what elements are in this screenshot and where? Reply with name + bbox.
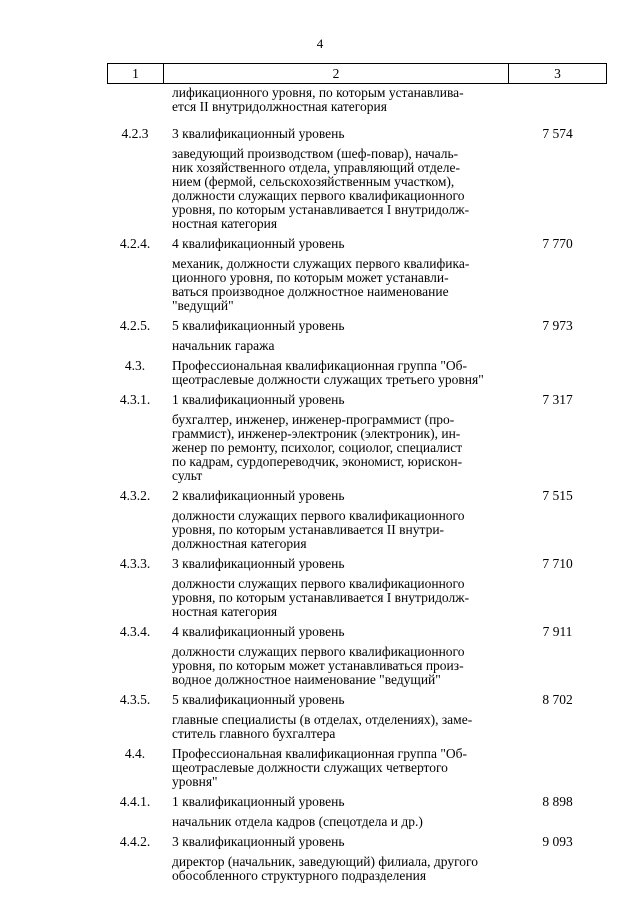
table-row [107,835,607,849]
row-code [107,339,163,353]
row-value [508,359,607,387]
row-code: 4.2.3 [121,126,149,141]
table-row [107,795,607,809]
row-code [107,413,163,483]
row-description: должности служащих первого квалификационного уровня, по которым устанавливается II внутри- должностная категория [172,508,465,551]
salary-table [107,63,607,883]
row-value: 7 515 [542,488,573,503]
table-row [107,257,607,313]
row-code [107,645,163,687]
row-description: 3 квалификационный уровень [172,126,345,141]
row-description: должности служащих первого квалификационного уровня, по которым устанавливается I внутридолж- ностная категория [172,576,470,619]
table-row [107,557,607,571]
row-description: главные специалисты (в отделах, отделениях), заме- ститель главного бухгалтера [172,712,473,741]
row-value [508,855,607,883]
row-value [508,86,607,114]
row-code [107,86,163,114]
table-row [107,86,607,114]
row-value [508,147,607,231]
row-value [508,747,607,789]
table-row [107,319,607,333]
table-row [107,693,607,707]
table-row [107,577,607,619]
row-description: Профессиональная квалификационная группа "Об- щеотраслевые должности служащих четвертого уровня" [172,746,467,789]
row-description: 4 квалификационный уровень [172,624,345,639]
row-code [107,509,163,551]
row-value [508,339,607,353]
row-value: 7 574 [542,126,573,141]
row-code: 4.3.5. [119,692,151,707]
row-description: директор (начальник, заведующий) филиала, другого обособленного структурного подразделения [172,854,479,883]
table-row [107,509,607,551]
row-value: 7 973 [542,318,573,333]
table-row [107,645,607,687]
table-row [107,147,607,231]
row-code: 4.4. [124,746,146,761]
row-code [107,815,163,829]
row-description: 2 квалификационный уровень [172,488,345,503]
row-description: лификационного уровня, по которым устанавлива- ется II внутридолжностная категория [172,85,464,114]
table-row [107,625,607,639]
row-description: заведующий производством (шеф-повар), началь- ник хозяйственного отдела, управляющий отделе- нием (фермой, сельскохозяйственным участком), должности служащих первого квалификационного уровня, по которым устанавливается I внутридолж- ностная категория [172,146,470,231]
row-code [107,713,163,741]
row-code [107,855,163,883]
row-code: 4.3.3. [119,556,151,571]
row-value [508,713,607,741]
table-row [107,237,607,251]
row-code: 4.3.2. [119,488,151,503]
row-code [107,577,163,619]
table-row [107,413,607,483]
row-description: механик, должности служащих первого квалифика- ционного уровня, по которым может устанавли- ваться производное должностное наименование "ведущий" [172,256,470,313]
table-row [107,489,607,503]
row-value: 9 093 [542,834,573,849]
row-value [508,815,607,829]
row-description: 5 квалификационный уровень [172,318,345,333]
table-row [107,339,607,353]
table-row [107,855,607,883]
row-code: 4.3.4. [119,624,151,639]
row-code: 4.3. [124,358,146,373]
row-code [107,257,163,313]
row-value [508,645,607,687]
table-header [107,63,607,84]
row-value: 7 911 [542,624,573,639]
row-code: 4.3.1. [119,392,151,407]
row-value [508,509,607,551]
row-description: Профессиональная квалификационная группа "Об- щеотраслевые должности служащих третьего уровня" [172,358,484,387]
row-description: бухгалтер, инженер, инженер-программист (про- граммист), инженер-электроник (электроник), ин- женер по ремонту, психолог, социолог, специалист по кадрам, сурдопереводчик, экономист, юрискон- сульт [172,412,463,483]
row-value: 8 898 [542,794,573,809]
row-description: 1 квалификационный уровень [172,392,345,407]
row-code: 4.2.4. [119,236,151,251]
table-row [107,393,607,407]
row-code [107,147,163,231]
header-col-3: 3 [554,65,561,81]
row-value: 7 710 [542,556,573,571]
row-description: должности служащих первого квалификационного уровня, по которым может устанавливаться произ- водное должностное наименование "ведущий" [172,644,465,687]
row-value [508,413,607,483]
table-row [107,359,607,387]
row-value: 8 702 [542,692,573,707]
row-value [508,257,607,313]
row-description: начальник гаража [172,338,275,353]
row-value: 7 317 [542,392,573,407]
table-body [107,86,607,883]
table-row [107,815,607,829]
table-row [107,127,607,141]
row-description: 3 квалификационный уровень [172,834,345,849]
row-description: 3 квалификационный уровень [172,556,345,571]
row-code: 4.4.1. [119,794,151,809]
row-description: 5 квалификационный уровень [172,692,345,707]
row-value [508,577,607,619]
row-value: 7 770 [542,236,573,251]
row-description: 1 квалификационный уровень [172,794,345,809]
table-row [107,747,607,789]
table-row [107,713,607,741]
row-code: 4.2.5. [119,318,151,333]
header-col-2: 2 [164,64,509,83]
header-col-1: 1 [108,64,164,83]
row-description: начальник отдела кадров (спецотдела и др.) [172,814,423,829]
row-code: 4.4.2. [119,834,151,849]
page-number: 4 [316,36,324,51]
row-description: 4 квалификационный уровень [172,236,345,251]
